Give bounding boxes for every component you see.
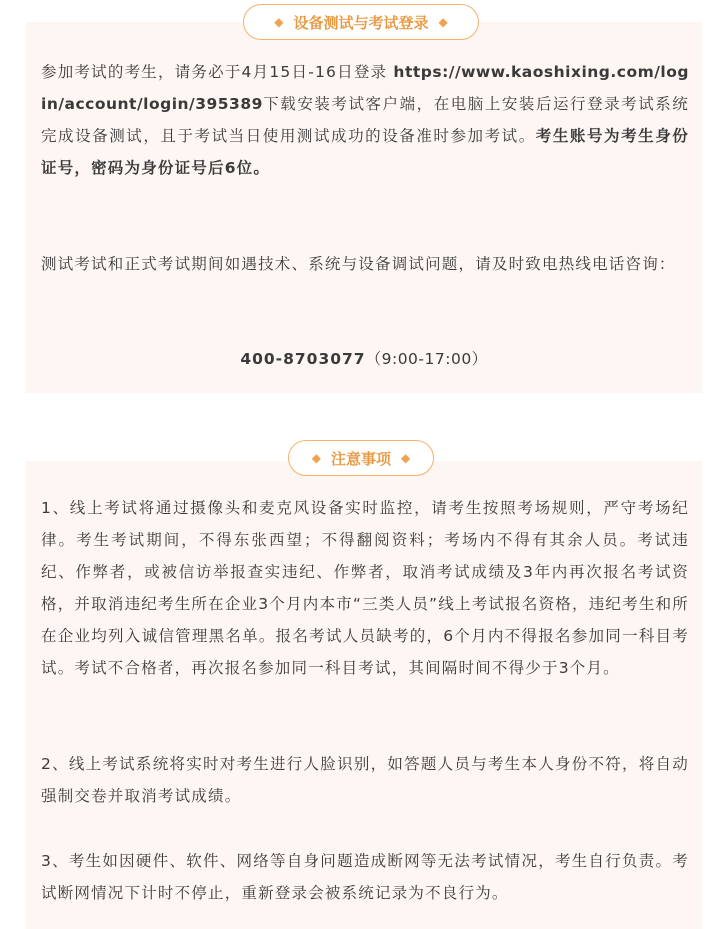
diamond-icon: ◆ [311,451,321,465]
login-url-link[interactable]: https://www.kaoshixing.com/login/account/login/395389 [41,63,689,113]
section-header-notes [288,440,434,476]
support-text: 测试考试和正式考试期间如遇技术、系统与设备调试问题，请及时致电热线电话咨询： [41,255,676,273]
login-instructions [41,56,689,184]
section-title: 注意事项 [330,449,391,468]
diamond-icon: ◆ [274,15,284,29]
install-text: 下载安装考试客户端，在电脑上安装后运行登录考试系统完成设备测试，且于考试当日使用测试成功的设备准时参加考试。 [41,95,689,145]
hotline [26,343,702,375]
note-item: 2、线上考试系统将实时对考生进行人脸识别，如答题人员与考生本人身份不符，将自动强制交卷并取消考试成绩。 [41,755,689,805]
intro-text: 参加考试的考生，请务必于4月15日-16日登录 [41,63,388,81]
section-title: 设备测试与考试登录 [293,13,429,32]
section-header-device-test [243,4,479,40]
diamond-icon: ◆ [401,451,411,465]
hotline-phone: 400-8703077 [240,350,366,368]
note-item: 1、线上考试将通过摄像头和麦克风设备实时监控，请考生按照考场规则，严守考场纪律。考生考试期间，不得东张西望；不得翻阅资料；考场内不得有其余人员。考试违纪、作弊者，或被信访举报查实违纪、作弊者，取消考试成绩及3年内再次报名考试资格，并取消违纪考生所在企业3个月内本市“三类人员”线上考试报名资格，违纪考生和所在企业均列入诚信管理黑名单。报名考试人员缺考的，6个月内不得报名参加同一科目考试。考试不合格者，再次报名参加同一科目考试，其间隔时间不得少于3个月。 [41,499,689,677]
diamond-icon: ◆ [438,15,448,29]
note-item: 3、考生如因硬件、软件、网络等自身问题造成断网等无法考试情况，考生自行负责。考试断网情况下计时不停止，重新登录会被系统记录为不良行为。 [41,852,689,902]
hotline-hours: （9:00-17:00） [365,350,488,368]
account-note: 考生账号为考生身份证号，密码为身份证号后6位。 [41,127,689,177]
